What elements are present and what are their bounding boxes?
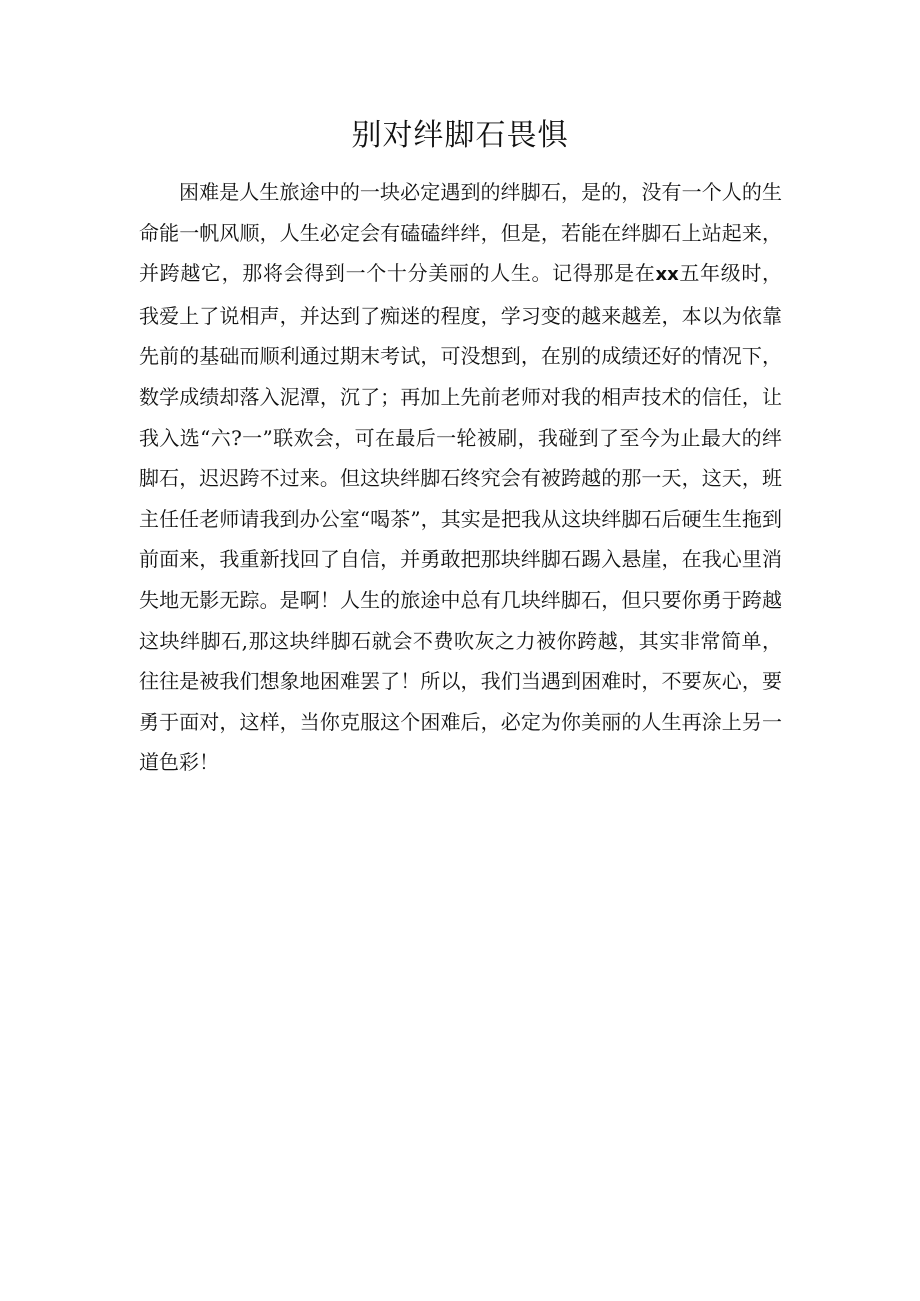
- document-body: [139, 172, 782, 783]
- document-title: 别对绊脚石畏惧: [351, 118, 569, 153]
- paragraph-text-part1: 困难是人生旅途中的一块必定遇到的绊脚石，是的，没有一个人的生命能一帆风顺，人生必定会有磕磕绊绊，但是，若能在绊脚石上站起来，并跨越它，那将会得到一个十分美丽的人生。记得那是在: [139, 180, 782, 286]
- paragraph-text-part2: 五年级时，我爱上了说相声，并达到了痴迷的程度，学习变的越来越差，本以为依靠先前的基础而顺利通过期末考试，可没想到，在别的成绩还好的情况下，数学成绩却落入泥潭，沉了；再加上先前老师对我的相声技术的信任，让我入选“六?一”联欢会，可在最后一轮被刷，我碰到了至今为止最大的绊脚石，迟迟跨不过来。但这块绊脚石终究会有被跨越的那一天，这天，班主任任老师请我到办公室“喝茶”，其实是把我从这块绊脚石后硬生生拖到前面来，我重新找回了自信，并勇敢把那块绊脚石踢入悬崖，在我心里消失地无影无踪。是啊！人生的旅途中总有几块绊脚石，但只要你勇于跨越这块绊脚石,那这块绊脚石就会不费吹灰之力被你跨越，其实非常简单，往往是被我们想象地困难罢了！所以，我们当遇到困难时，不要灰心，要勇于面对，这样，当你克服这个困难后，必定为你美丽的人生再涂上另一道色彩！: [139, 261, 783, 775]
- paragraph-text-latin: xx: [655, 264, 679, 286]
- body-paragraph: [139, 172, 782, 783]
